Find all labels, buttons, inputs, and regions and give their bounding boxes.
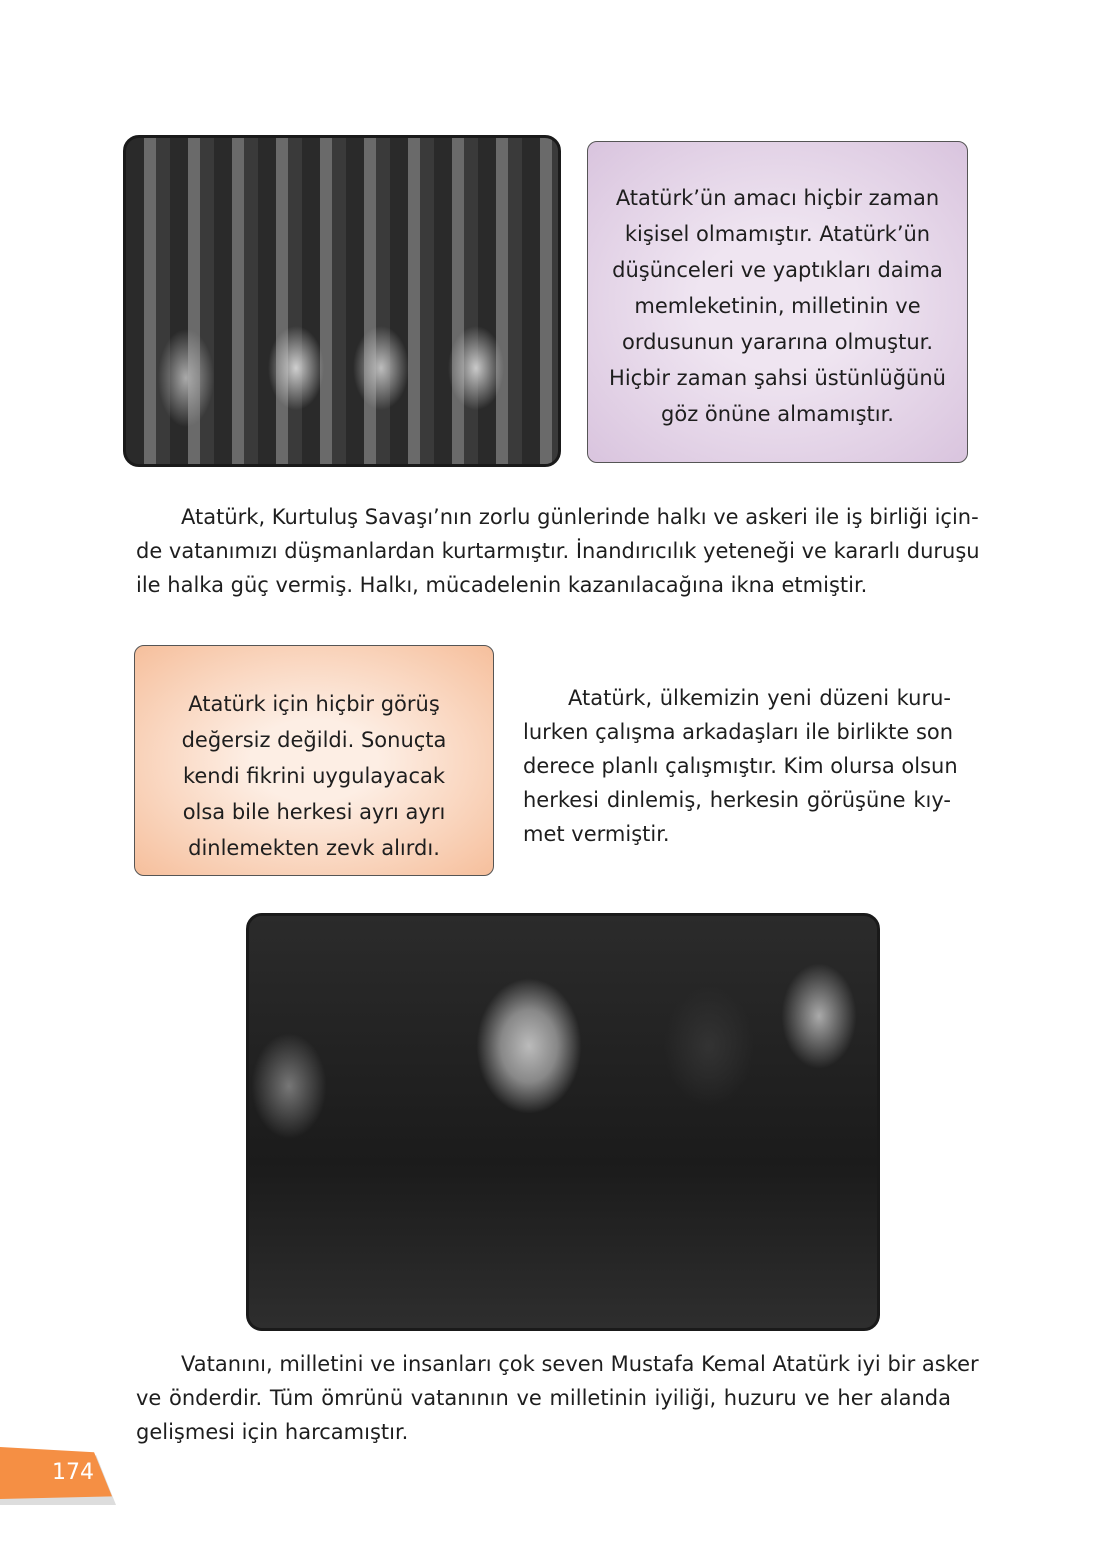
quote-line: kişisel olmamıştır. Atatürk’ün: [624, 222, 931, 246]
paragraph-line: met vermiştir.: [523, 822, 670, 846]
group-photo-officers: [123, 135, 561, 467]
paragraph-3: [136, 1347, 979, 1449]
page-number-tab: [0, 1447, 112, 1502]
paragraph-line: lurken çalışma arkadaşları ile birlikte son: [523, 720, 954, 744]
quote-line: değersiz değildi. Sonuçta: [181, 728, 447, 752]
paragraph-line: ile halka güç vermiş. Halkı, mücadelenin kazanılacağına ikna etmiştir.: [136, 573, 868, 597]
paragraph-line: herkesi dinlemiş, herkesin görüşüne kıy-: [523, 788, 951, 812]
paragraph-line: gelişmesi için harcamıştır.: [136, 1420, 409, 1444]
paragraph-2: [523, 681, 958, 851]
quote-line: düşünceleri ve yaptıkları daima: [612, 258, 943, 282]
paragraph-line: Atatürk, Kurtuluş Savaşı’nın zorlu günlerinde halkı ve askeri ile iş birliği için-: [181, 505, 979, 529]
photo-ataturk-conversation: [246, 913, 880, 1331]
quote-box-orange: [134, 645, 494, 876]
quote-box-purple: [587, 141, 968, 463]
page-number: 174: [52, 1460, 94, 1485]
quote-line: Hiçbir zaman şahsi üstünlüğünü: [609, 366, 946, 390]
quote-line: ordusunun yararına olmuştur.: [621, 330, 934, 354]
quote-line: kendi fikrini uygulayacak: [182, 764, 446, 788]
quote-line: Atatürk’ün amacı hiçbir zaman: [615, 186, 940, 210]
paragraph-line: de vatanımızı düşmanlardan kurtarmıştır. İnandırıcılık yeteneği ve kararlı duruşu: [136, 539, 980, 563]
paragraph-line: ve önderdir. Tüm ömrünü vatanının ve milletinin iyiliği, huzuru ve her alanda: [136, 1386, 951, 1410]
paragraph-line: derece planlı çalışmıştır. Kim olursa olsun: [523, 754, 958, 778]
quote-line: dinlemekten zevk alırdı.: [188, 836, 440, 860]
paragraph-1: [136, 500, 980, 602]
quote-line: Atatürk için hiçbir görüş: [188, 692, 440, 716]
paragraph-line: Vatanını, milletini ve insanları çok seven Mustafa Kemal Atatürk iyi bir asker: [181, 1352, 979, 1376]
paragraph-line: Atatürk, ülkemizin yeni düzeni kuru-: [568, 686, 951, 710]
quote-line: memleketinin, milletinin ve: [634, 294, 921, 318]
quote-line: olsa bile herkesi ayrı ayrı: [182, 800, 446, 824]
quote-line: göz önüne almamıştır.: [661, 402, 894, 426]
